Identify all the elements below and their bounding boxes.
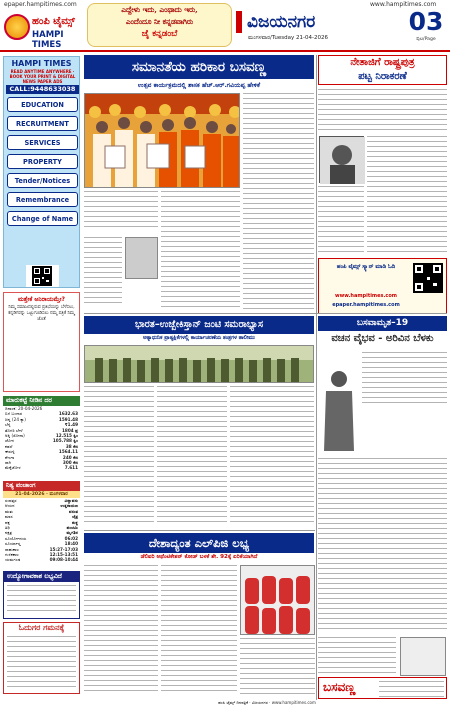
hampi-times-promo[interactable]: [318, 258, 447, 314]
epaper-url-left[interactable]: epaper.hampitimes.com: [4, 1, 77, 8]
market-value: ₹1.49: [64, 422, 78, 428]
panchanga-value: ವಸಂತ: [69, 508, 78, 514]
market-value: 1591.48: [58, 416, 78, 422]
netaji-portrait: [319, 136, 364, 183]
classifieds-sidebar: [3, 56, 80, 288]
logo-english: HAMPI TIMES: [32, 30, 64, 50]
category-property-button[interactable]: PROPERTY: [7, 154, 78, 169]
market-item: ಈರುಳ್ಳಿ: [5, 449, 15, 455]
story4-text-block: [362, 352, 447, 407]
story5-text-block: [161, 565, 237, 695]
story1-text-block: [161, 191, 240, 309]
story5-text-block: [240, 638, 315, 695]
story4-series-title[interactable]: ಬಸವಾಮೃತ–19: [318, 316, 447, 331]
author-photo: [400, 637, 446, 676]
story5-headline[interactable]: ದೇಶಾದ್ಯಂತ ಎಲ್‌ಪಿಜಿ ಲಭ್ಯ: [84, 533, 314, 553]
category-recruitment-button[interactable]: RECRUITMENT: [7, 116, 78, 131]
ad-body: ನಿಮ್ಮ ಸಮಾಜದಲ್ಲಿರುವ ಪ್ರತಿಭೆಯನ್ನು ಬೆಳೆಸಲು, ಕನ್ನಡಿಗರನ್ನು ಒಟ್ಟುಗೂಡಿಸಲು ನಮ್ಮ ಪತ್ರಿಕೆ ನಿಮ್ಮ ಜೊತೆ: [8, 305, 75, 323]
market-item: ತೊಗರಿ ಬೇಳೆ: [5, 427, 23, 433]
lpg-cylinders-photo: [240, 565, 315, 635]
qr-code-icon[interactable]: [413, 263, 443, 293]
page-number: 03: [408, 7, 444, 36]
promo-epaper[interactable]: epaper.hampitimes.com: [332, 302, 400, 308]
slogan-line-3: ಜೈ ಕನ್ನಡಂಬೆ: [141, 29, 178, 39]
market-item: ಬಿಳಿ ಬಂಗಾರ: [5, 411, 23, 417]
panchanga-value: ಪಂಚಮಿ: [66, 525, 78, 531]
panchanga-key: ಮಾಸ: [5, 514, 13, 520]
sidebar-call-number[interactable]: CALL:9448633038: [6, 85, 79, 94]
jobs-box: [3, 571, 80, 619]
story3-photo: [84, 345, 314, 383]
category-services-button[interactable]: SERVICES: [7, 135, 78, 150]
market-rates-box: [3, 396, 80, 480]
jobs-text: [7, 585, 76, 615]
story4-headline: ವಚನ ವೈಭವ - ಅರಿವಿನ ಬೆಳಕು: [331, 333, 434, 344]
logo-kannada: ಹಂಪಿ ಟೈಮ್ಸ್: [32, 16, 75, 27]
panchanga-value: ಶುಕ್ಲ: [71, 519, 78, 525]
story1-photo: [84, 93, 240, 188]
hampi-times-logo[interactable]: [4, 12, 80, 50]
sidebar-title: HAMPI TIMES: [11, 59, 72, 68]
qr-code-icon[interactable]: [26, 265, 59, 287]
story3-text-block: [230, 386, 314, 526]
market-value: 1804 ಪ್ರ: [62, 427, 78, 433]
panchanga-key: ಗುಳಿಕಕಾಲ: [5, 552, 19, 558]
panchanga-value: ವಿಶ್ವಾವಸು: [64, 498, 78, 503]
market-value: 12.515 ಕ್ವಿಂ: [55, 433, 78, 439]
panchanga-key: ಪಕ್ಷ: [5, 519, 10, 525]
story3-headline[interactable]: ಭಾರತ–ಉಜ್ಬೇಕಿಸ್ತಾನ್ ಜಂಟಿ ಸಮರಾಭ್ಯಾಸ: [84, 316, 314, 334]
logo-emblem-icon: [4, 14, 30, 40]
notice-box: [3, 622, 80, 694]
panchanga-date: 21-04-2026 · ಮಂಗಳವಾರ: [3, 491, 80, 498]
market-value: 1564.11: [58, 449, 78, 455]
promo-site[interactable]: www.hampitimes.com: [334, 293, 398, 299]
page-number-box: [405, 8, 447, 42]
ad-heading: ಮತ್ತೇಕೆ ಅನಿರಾಯಮ್ತೇ?: [17, 296, 66, 303]
column-divider: [316, 55, 317, 700]
panchanga-value: ಮೃಗಶಿರ: [66, 530, 78, 536]
story2-text-block: [318, 89, 447, 133]
basava-ad-text: [379, 681, 444, 697]
page-footer: ಹಂಪಿ ಟೈಮ್ಸ್ ದಿನಪತ್ರಿಕೆ · ವಿಜಯನಗರ · www.hampitimes.com: [218, 700, 316, 705]
market-item: ಕಡಲೆ: [5, 443, 13, 449]
panchanga-value: 06:02: [64, 535, 78, 541]
market-row: [3, 465, 80, 470]
story1-column-a: [84, 191, 158, 311]
story1-column-b: [161, 191, 240, 311]
panchanga-value: 12:15-13:51: [49, 552, 78, 558]
market-value: 7.611: [64, 465, 78, 471]
panchanga-key: ಆಯನ: [5, 503, 15, 509]
market-value: 240 ಕೆಜಿ: [62, 454, 78, 460]
panchanga-rows: [3, 498, 80, 563]
panchanga-value: 18:40: [64, 541, 78, 547]
community-ad-box: [3, 292, 80, 392]
market-value: 1632.63: [58, 411, 78, 417]
category-tender-button[interactable]: Tender/Notices: [7, 173, 78, 188]
panchanga-value: ಚೈತ್ರ: [72, 514, 78, 520]
page-label: ಪುಟ/Page: [416, 37, 436, 42]
story2-headline-line2: ಪಟ್ಟ ನಿರಾಕರಣೆ: [358, 71, 407, 82]
basava-ad: [318, 677, 447, 699]
edition-name: ವಿಜಯನಗರ: [247, 12, 316, 32]
basava-ad-name: ಬಸವಣ್ಣ: [323, 680, 356, 694]
market-item: ಶೇಂಗಾ: [5, 454, 15, 460]
story1-text-block: [243, 93, 314, 311]
market-item: ಚಿನ್ನ (24 ಕ್ಯಾ): [5, 416, 26, 422]
panchanga-value: 15:27-17:03: [49, 546, 78, 552]
market-date: ದಿನಾಂಕ: 20-04-2026: [5, 406, 43, 411]
panchanga-value: ಉತ್ತರಾಯಣ: [60, 503, 78, 509]
website-url-right[interactable]: www.hampitimes.com: [370, 1, 437, 8]
basavanna-statue: [320, 365, 358, 453]
dateline: ಮಂಗಳವಾರ/Tuesday 21-04-2026: [248, 35, 328, 41]
sidebar-subtitle: READ ANYTIME ANYWHERE · BOOK YOUR PRINT & DIGITAL NEWS PAPER ADS: [9, 69, 76, 84]
market-item: ರಾಗಿ: [5, 460, 11, 466]
masthead-divider: [0, 50, 450, 52]
story2-text-block: [367, 136, 447, 254]
slogan-banner: [87, 3, 232, 47]
panchanga-box: [3, 481, 80, 570]
market-value: 300 ಕೆಜಿ: [62, 460, 78, 466]
row-divider: [84, 313, 447, 314]
market-title: ಮಾರುಕಟ್ಟೆ ನೀಡಿನ ದರ: [3, 396, 80, 406]
market-value: 105.788 ಕ್ವಿಂ: [52, 438, 78, 444]
row-divider: [84, 530, 315, 531]
slogan-line-1: ಎದ್ದೇಳು ಇದು, ಎಂಥಾದು ಇರು,: [121, 5, 198, 14]
panchanga-value: 09:08-10:44: [49, 557, 78, 563]
story5-subhead: ಡೆಲಿವರಿ ಅಥೆಂಟಿಕೇಶನ್ ಕೋಡ್ ಬಳಕೆ ಶೇ. 92ಕ್ಕೆ ಏರಿಕೆಯಾಗಿದೆ: [140, 554, 258, 560]
market-value: 38 ಕೆಜಿ: [65, 443, 78, 449]
notice-title: ಓದುಗರ ಗಮನಕ್ಕೆ: [18, 623, 65, 632]
panchanga-key: ಸಂವತ್ಸರ: [5, 498, 17, 503]
jobs-title: ಉದ್ಯೋಗಾವಕಾಶ ಲಭ್ಯವಿದೆ: [4, 572, 79, 582]
promo-text: ಹಂಪಿ ಟೈಮ್ಸ್ ಸ್ಕ್ಯಾನ್ ಮಾಡಿ ಓದಿ: [336, 264, 396, 270]
market-rows: [3, 411, 80, 470]
story3-text-block: [84, 386, 154, 526]
story3-text-block: [157, 386, 227, 526]
panchanga-key: ರಾಹುಕಾಲ: [5, 546, 20, 552]
story5-text-block: [84, 565, 158, 695]
category-change-of-name-button[interactable]: Change of Name: [7, 211, 78, 226]
story2-headline-line1: ನೇತಾಜಿಗೆ ರಾಷ್ಟ್ರಪುತ್ರ: [350, 57, 415, 68]
panchanga-key: ಯಮಗಂಡ: [5, 557, 21, 563]
story1-text-block: [84, 237, 122, 303]
panchanga-key: ತಿಥಿ: [5, 525, 10, 531]
story3-subhead: ಅತ್ಯಾಧುನಿಕ ಪ್ರಾತ್ಯಕ್ಷಿಕೆಗಳಲ್ಲಿ ಕಾರ್ಯಾಚರಣೆಯ ತಂತ್ರಗಳ ತಾಲೀಮು: [143, 335, 255, 341]
panchanga-key: ನಕ್ಷತ್ರ: [5, 530, 12, 536]
market-item: ಬೆಳ್ಳಿ: [5, 422, 11, 428]
slogan-line-2: ಎಂದೆಂದೂ ನೀ ಕನ್ನಡವಾಗಿರು: [125, 17, 194, 26]
market-item: ಮೆಕ್ಕೆಜೋಳ: [5, 465, 21, 471]
story1-subhead: ಉತ್ಸವ ಕಾರ್ಯಕ್ರಮದಲ್ಲಿ ಶಾಸಕ ಹೆಚ್.ಆರ್.ಗವಿಯಪ್ಪ ಹೇಳಿಕೆ: [137, 82, 261, 89]
story4-text-block: [318, 637, 396, 675]
panchanga-key: ಸೂರ್ಯಾಸ್ತ: [5, 541, 21, 547]
notice-text: [7, 636, 76, 690]
category-remembrance-button[interactable]: Remembrance: [7, 192, 78, 207]
market-item: ಜೋಳ: [5, 438, 15, 444]
category-education-button[interactable]: EDUCATION: [7, 97, 78, 112]
story4-text-block: [318, 458, 447, 633]
panchanga-title: ನಿತ್ಯ ಪಂಚಾಂಗ: [3, 481, 80, 491]
panchanga-key: ಋತು: [5, 508, 14, 514]
panchanga-row: [3, 557, 80, 562]
story2-text-block: [318, 186, 364, 254]
portrait-photo: [125, 237, 158, 279]
edition-banner: [236, 11, 404, 33]
story1-headline[interactable]: ಸಮಾನತೆಯ ಹರಿಕಾರ ಬಸವಣ್ಣ: [84, 55, 314, 79]
story2-headline[interactable]: [318, 55, 447, 85]
story1-text-block: [84, 191, 158, 231]
panchanga-key: ಸೂರ್ಯೋದಯ: [5, 535, 27, 541]
market-item: ಅಕ್ಕಿ (ಸೋನಾ): [5, 433, 25, 439]
story1-column-c: [243, 93, 314, 313]
